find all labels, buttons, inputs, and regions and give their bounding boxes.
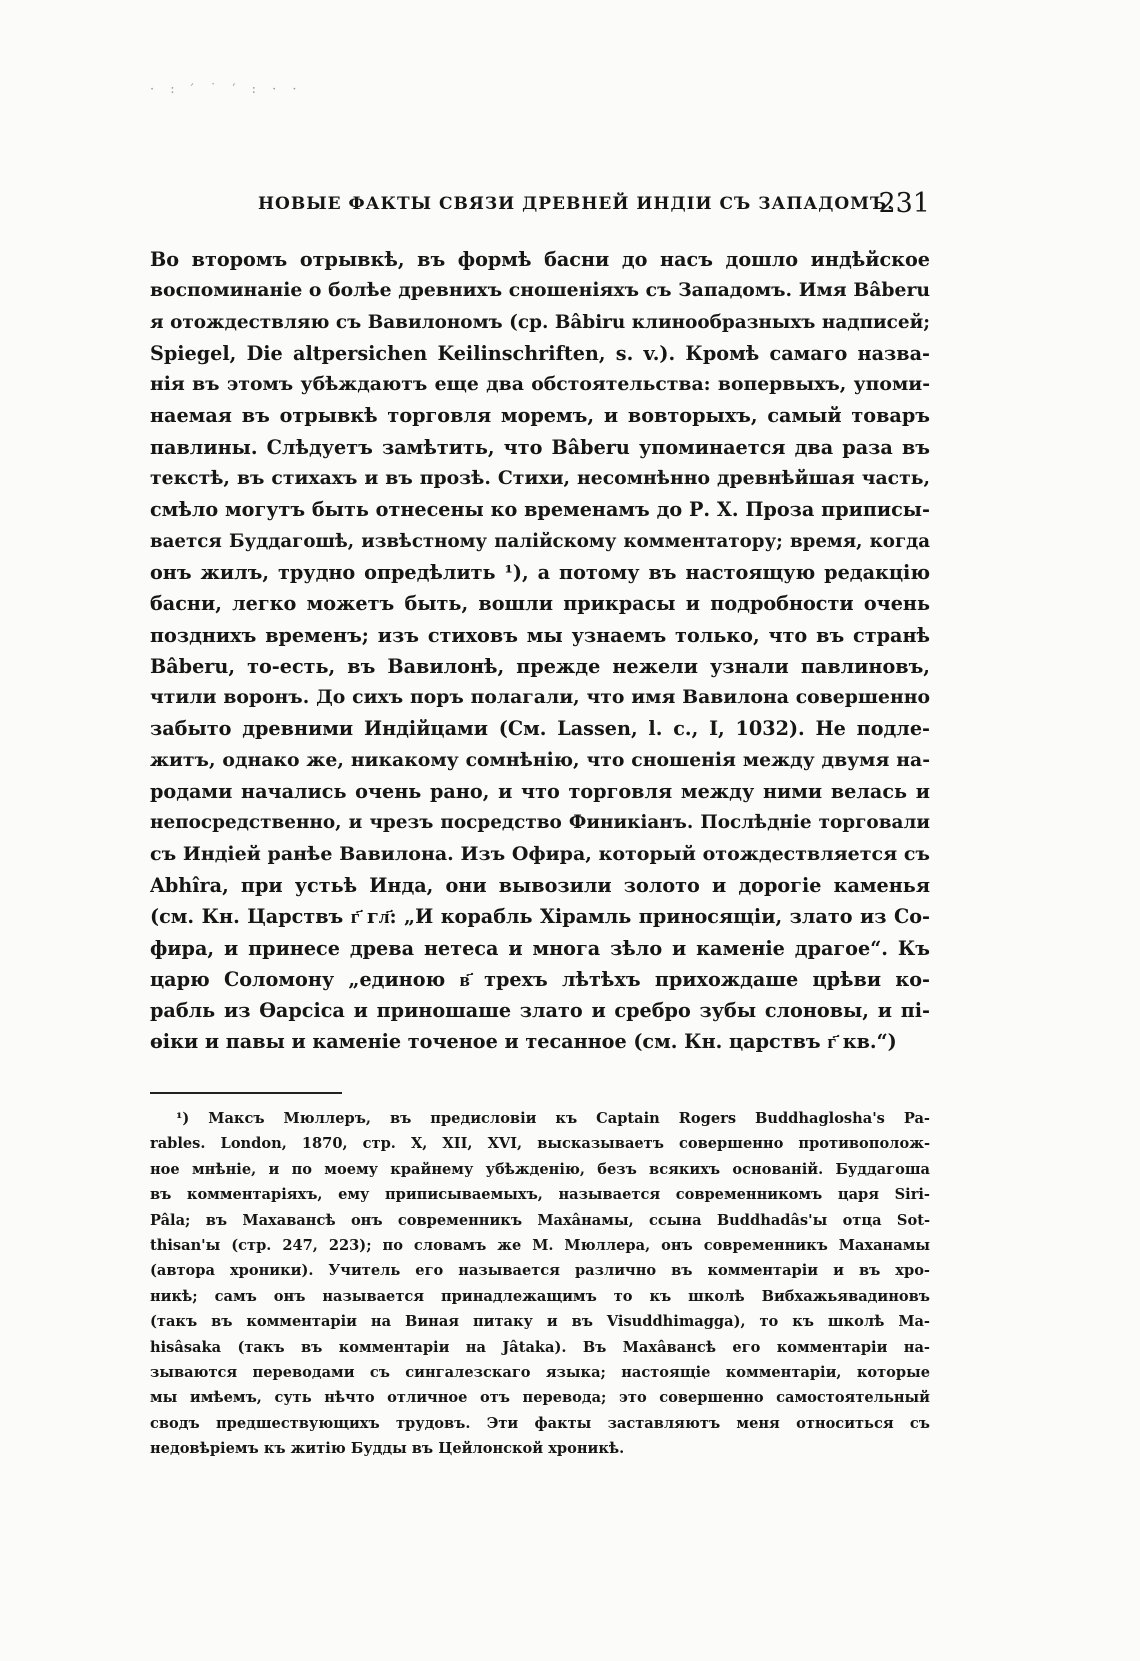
footnote-line: (автора хроники). Учитель его называется различно въ комментаріи и въ хро- [150, 1262, 930, 1280]
footnote-line: ¹) Максъ Мюллеръ, въ предисловіи къ Captain Rogers Buddhaglosha's Pa- [176, 1110, 930, 1127]
text-line: воспоминаніе о болѣе древнихъ сношеніяхъ съ Западомъ. Имя Bâberu [150, 279, 930, 302]
footnote [150, 1106, 930, 1461]
text-line: царю Соломону „единою в҃ трехъ лѣтѣхъ прихождаше црѣви ко- [150, 967, 930, 991]
main-text [150, 244, 930, 1058]
text-line: чтили воронъ. До сихъ поръ полагали, что имя Вавилона совершенно [150, 686, 930, 709]
footnote-line: Pâla; въ Махавансѣ онъ современникъ Махâнамы, ссына Buddhadâs'ы отца Sot- [150, 1211, 930, 1229]
text-line: (см. Кн. Царствъ г҃ гл҃: „И корабль Хірамль приносящіи, злато из Со- [150, 905, 930, 929]
text-line: Во второмъ отрывкѣ, въ формѣ басни до насъ дошло индѣйское [150, 248, 930, 271]
page-number: 231 [878, 188, 930, 219]
text-line: текстѣ, въ стихахъ и въ прозѣ. Стихи, несомнѣнно древнѣйшая часть, [150, 467, 930, 490]
text-line: фира, и принесе древа нетеса и многа зѣло и каменіе драгое“. Къ [150, 936, 930, 960]
footnote-line: rables. London, 1870, стр. X, XII, XVI, высказываетъ совершенно противополож- [150, 1135, 930, 1153]
page-header [258, 190, 930, 224]
text-line: непосредственно, и чрезъ посредство Финикіанъ. Послѣдніе торговали [150, 812, 930, 834]
footnote-divider [150, 1092, 342, 1094]
text-line: родами начались очень рано, и что торговля между ними велась и [150, 780, 930, 804]
text-line: Abhîra, при устьѣ Инда, они вывозили золото и дорогіе каменья [150, 873, 930, 897]
footnote-line: недовѣріемъ къ житію Будды въ Цейлонской хроникѣ. [150, 1440, 625, 1458]
scan-specks: · : ′ ˙ ′ : · · [150, 82, 303, 97]
footnote-line: ное мнѣніе, и по моему крайнему убѣжденію, безъ всякихъ основаній. Буддагоша [150, 1160, 930, 1178]
text-line: забыто древними Индійцами (См. Lassen, l. c., I, 1032). Не подле- [150, 717, 930, 741]
text-line: позднихъ временъ; изъ стиховъ мы узнаемъ только, что въ странѣ [150, 623, 930, 647]
footnote-line: въ комментаріяхъ, ему приписываемыхъ, называется современникомъ царя Siri- [150, 1186, 930, 1204]
text-line: наемая въ отрывкѣ торговля моремъ, и вовторыхъ, самый товаръ [150, 404, 930, 428]
running-head: НОВЫЕ ФАКТЫ СВЯЗИ ДРЕВНЕЙ ИНДІИ СЪ ЗАПАДОМЪ. [258, 194, 895, 214]
footnote-line: никѣ; самъ онъ называется принадлежащимъ то къ школѣ Вибхажьявадиновъ [150, 1287, 930, 1305]
text-line: павлины. Слѣдуетъ замѣтить, что Bâberu упоминается два раза въ [150, 435, 930, 459]
text-line: съ Индіей ранѣе Вавилона. Изъ Офира, который отождествляется съ [150, 842, 930, 865]
text-line: вается Буддагошѣ, извѣстному палійскому комментатору; время, когда [150, 530, 930, 552]
footnote-line: сводъ предшествующихъ трудовъ. Эти факты заставляютъ меня относиться съ [150, 1414, 930, 1432]
text-line: Bâberu, то-есть, въ Вавилонѣ, прежде нежели узнали павлиновъ, [150, 654, 930, 678]
footnote-line: (такъ въ комментаріи на Винaя питаку и въ Visuddhimagga), то къ школѣ Ма- [150, 1313, 930, 1331]
footnote-line: thisan'ы (стр. 247, 223); по словамъ же М. Мюллера, онъ современникъ Маханамы [150, 1236, 930, 1254]
footnote-line: мы имѣемъ, суть нѣчто отличное отъ перевода; это совершенно самостоятельный [150, 1389, 930, 1407]
text-line: смѣло могутъ быть отнесены ко временамъ до Р. Х. Проза приписы- [150, 498, 930, 522]
text-line: Spiegel, Die altpersichen Keilinschriften, s. v.). Кромѣ самаго назва- [150, 341, 930, 365]
text-line: нія въ этомъ убѣждаютъ еще два обстоятельства: вопервыхъ, упоми- [150, 373, 930, 396]
footnote-line: зываются переводами съ сингалезскаго языка; настоящіе комментаріи, которые [150, 1363, 930, 1381]
text-line: өіки и павы и каменіе точеное и тесанное (см. Кн. царствъ г҃ кв.“) [150, 1030, 897, 1054]
text-line: рабль из Өарсіса и приношаше злато и сребро зубы слоновы, и пі- [150, 999, 930, 1023]
text-line: басни, легко можетъ быть, вошли прикрасы и подробности очень [150, 592, 930, 616]
text-line: житъ, однако же, никакому сомнѣнію, что сношенія между двумя на- [150, 748, 930, 771]
footnote-line: hisâsaka (такъ въ комментаріи на Jâtaka). Въ Махâвансѣ его комментаріи на- [150, 1338, 930, 1356]
text-line: я отождествляю съ Вавилономъ (ср. Bâbiru клинообразныхъ надписей; [150, 311, 930, 333]
text-line: онъ жилъ, трудно опредѣлить ¹), а потому въ настоящую редакцію [150, 560, 930, 584]
